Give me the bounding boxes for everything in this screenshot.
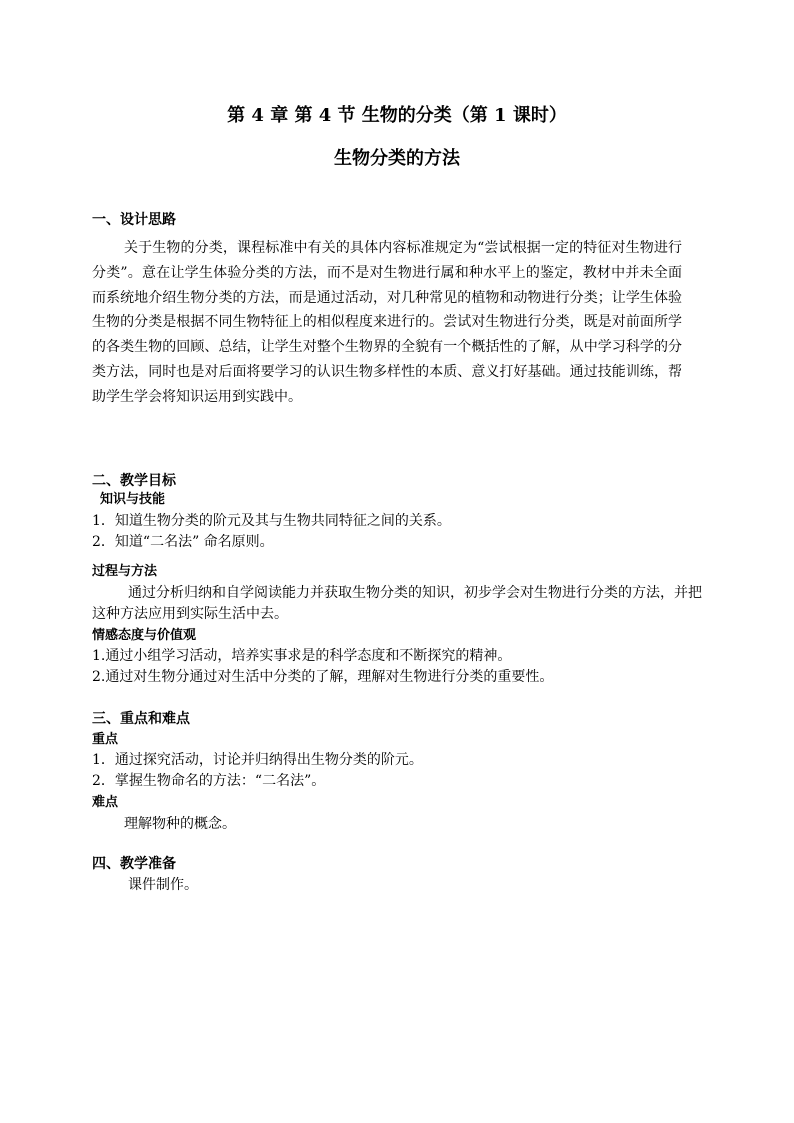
goals-knowledge-item-1: 1．知道生物分类的阶元及其与生物共同特征之间的关系。 [92, 513, 451, 529]
goals-process-body: 通过分析归纳和自学阅读能力并获取生物分类的知识，初步学会对生物进行分类的方法，并把这种方法应用到实际生活中去。 [92, 585, 702, 622]
goals-knowledge-item-2: 2．知道“二名法” 命名原则。 [92, 534, 274, 550]
document-subtitle: 生物分类的方法 [334, 148, 460, 169]
section-goals-heading: 二、教学目标 [92, 473, 176, 489]
section-prep-heading: 四、教学准备 [92, 856, 176, 872]
goals-emotion-label: 情感态度与价值观 [92, 628, 197, 643]
goals-emotion-item-1: 1.通过小组学习活动，培养实事求是的科学态度和不断探究的精神。 [92, 648, 512, 664]
goals-process-label: 过程与方法 [92, 564, 158, 579]
keypoints-key-item-1: 1．通过探究活动，讨论并归纳得出生物分类的阶元。 [92, 752, 423, 768]
section-design-body: 关于生物的分类，课程标准中有关的具体内容标准规定为“尝试根据一定的特征对生物进行分类”。意在让学生体验分类的方法，而不是对生物进行属和种水平上的鉴定，教材中并未全面而系统地介绍生物分类的方法，而是通过活动，对几种常见的植物和动物进行分类；让学生体验生物的分类是根据不同生物特征上的相似程度来进行的。尝试对生物进行分类，既是对前面所学的各类生物的回顾、总结，让学生对整个生物界的全貌有一个概括性的了解，从中学习科学的分类方法，同时也是对后面将要学习的认识生物多样性的本质、意义打好基础。通过技能训练，帮助学生学会将知识运用到实践中。 [92, 240, 682, 405]
keypoints-key-label: 重点 [92, 732, 119, 747]
keypoints-difficult-label: 难点 [92, 795, 119, 810]
keypoints-key-item-2: 2．掌握生物命名的方法：“二名法”。 [92, 773, 326, 789]
goals-knowledge-label: 知识与技能 [100, 492, 166, 507]
section-design-heading: 一、设计思路 [92, 212, 176, 228]
keypoints-difficult-body: 理解物种的概念。 [124, 816, 236, 832]
section-keypoints-heading: 三、重点和难点 [92, 711, 190, 727]
document-title: 第 4 章 第 4 节 生物的分类（第 1 课时） [227, 105, 567, 126]
goals-emotion-item-2: 2.通过对生物分通过对生活中分类的了解，理解对生物进行分类的重要性。 [92, 669, 554, 685]
section-prep-body: 课件制作。 [128, 877, 198, 893]
